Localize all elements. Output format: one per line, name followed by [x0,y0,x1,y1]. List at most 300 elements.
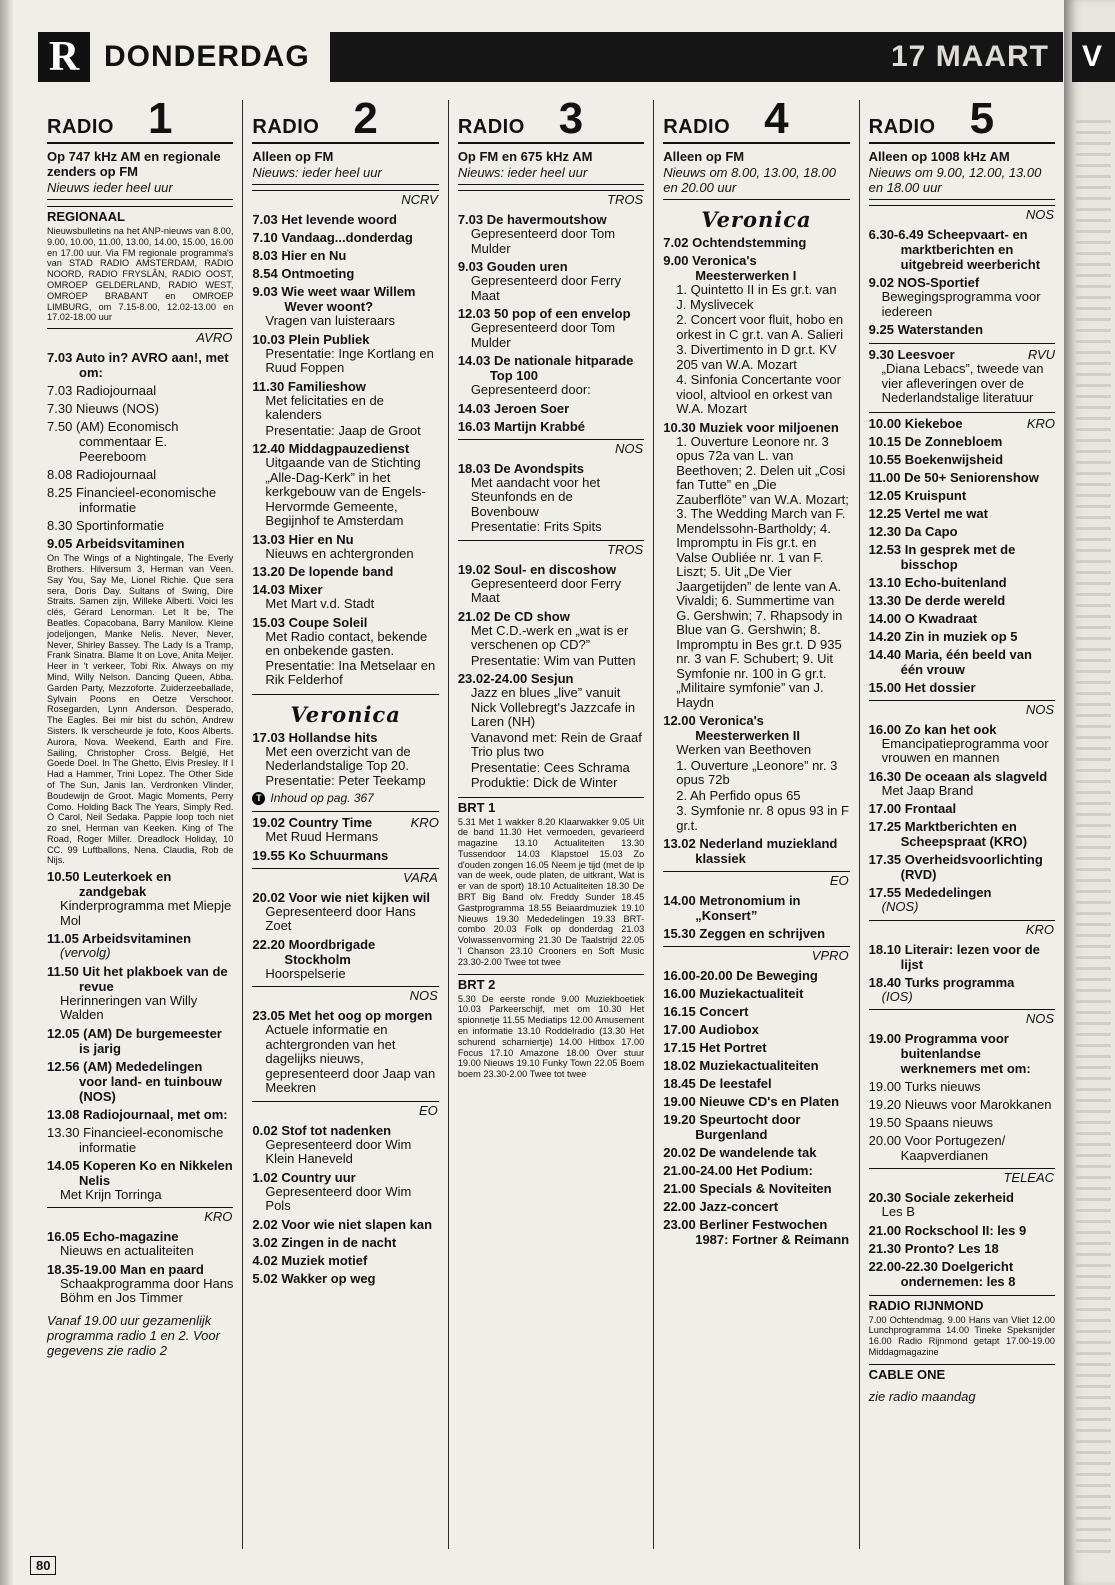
program-title: Nieuws (NOS) [75,401,160,417]
station-number: 2 [353,100,378,143]
program-time: 20.02 [252,889,285,905]
program-time: 8.30 [47,518,73,534]
program-entry [458,212,644,227]
program-time: 8.25 [47,485,73,501]
program-entry [869,434,1055,449]
program-time: 14.00 [663,893,696,908]
program-title: Familieshow [287,378,366,394]
program-entry [252,212,438,227]
program-time: 18.35-19.00 [47,1261,117,1277]
program-entry [252,730,438,745]
program-title: Echo-buitenland [904,574,1007,590]
program-title: Audiobox [698,1022,759,1037]
program-time: 22.20 [252,936,285,952]
program-time: 7.50 [47,419,73,435]
program-description: (vervolg) [60,945,111,961]
program-time: 8.03 [252,248,278,263]
program-time: 23.05 [252,1008,285,1023]
program-entry [47,869,233,899]
program-time: 19.00 [663,1094,696,1109]
program-time: 23.02-24.00 [457,671,528,686]
program-title: Ontmoeting [281,266,355,281]
program-time: 17.25 [868,819,902,834]
program-entry [47,1262,233,1277]
program-time: 2.02 [252,1216,278,1232]
program-title: Met het oog op morgen [288,1008,433,1023]
program-title: Leuterkoek en zandgebak [79,869,172,900]
broadcaster-inline-label: KRO [410,815,439,830]
program-description: Gepresenteerd door Ferry Maat [470,273,622,303]
program-time: 15.03 [252,614,285,630]
program-time: 16.30 [868,768,902,784]
program-entry [869,322,1055,337]
program-time: 11.00 [868,469,901,485]
program-time: 19.20 [868,1097,902,1112]
program-time: 17.55 [868,885,902,900]
program-entry [869,680,1055,695]
program-entry [47,1229,233,1244]
program-title: Programma voor buitenlandse werknemers met om: [900,1031,1031,1076]
program-entry [869,769,1055,784]
program-title: Nieuwe CD's en Platen [699,1094,840,1109]
program-entry [252,441,438,456]
program-title: Kiekeboe [904,415,963,431]
r-logo-letter: R [48,34,80,80]
program-description: Vragen van luisteraars [265,313,395,328]
program-title: Plein Publiek [288,331,370,347]
program-time: 14.20 [868,628,902,644]
program-entry [869,1031,1055,1076]
program-time: 14.05 [47,1157,80,1173]
program-time: 19.50 [868,1115,902,1130]
program-time: 21.00 [663,1181,696,1196]
program-description: 1. Ouverture Leonore nr. 3 opus 72a van L. van Beethoven; 2. Delen uit „Cosi fan Tutte” en „Die Zauberflöte” van W.A. Mozart; 3. The Wedding March van F. Mendelssohn-Bartholdy; 4. Impromptu in Fis gr.t. en Valse Oubliée nr. 1 van F. Liszt; 5. Uit „De Vier Jaargetijden” de lente van A. Vivaldi; 6. Summertime van G. Gershwin; 7. Rhapsody in Blue van G. Gershwin; 8. Impromptu in Bes gr.t. D 935 nr. 3 van F. Schubert; 9. Uit Symfonie nr. 100 in G gr.t. „Militaire symfonie” van J. Haydn [676,433,849,710]
program-title: Maria, één beeld van één vrouw [900,646,1032,677]
program-time: 21.02 [457,608,491,624]
program-entry [252,1123,438,1138]
broadcaster-label: VPRO [663,946,849,965]
program-entry [869,1133,1055,1163]
program-entry [47,1059,233,1104]
program-time: 7.03 [47,383,73,399]
program-time: 10.50 [47,869,80,885]
program-entry [252,582,438,597]
program-entry [869,524,1055,539]
program-title: Veronica's Meesterwerken II [695,713,800,743]
program-title: Specials & Noviteiten [699,1181,832,1196]
news-schedule: Nieuws: ieder heel uur [458,164,644,185]
program-description: Hoorspelserie [265,965,346,981]
program-title: (AM) Mededelingen voor land- en tuinbouw (NOS) [79,1058,222,1104]
program-title: Kruispunt [904,487,967,503]
program-time: 12.25 [868,505,902,521]
program-title: Soul- en discoshow [493,561,617,577]
program-time: 12.56 [47,1058,80,1074]
program-entry [252,266,438,281]
program-entry [869,819,1055,849]
program-title: De nationale hitparade Top 100 [489,353,634,383]
program-title: 50 pop of een envelop [493,306,631,321]
program-title: Financieel-economische informatie [79,1124,224,1155]
broadcaster-label: TROS [458,540,644,559]
program-entry [47,419,233,464]
program-title: Zin in muziek op 5 [904,628,1018,644]
program-time: 3.02 [252,1234,278,1250]
program-entry [663,968,849,983]
station-row [252,100,438,144]
program-description: Nieuws en achtergronden [265,545,414,561]
t-circle-icon: T [252,792,265,805]
frequency-info: Op 747 kHz AM en regionale zenders op FM [47,149,221,179]
program-time: 10.15 [868,433,902,449]
program-description: Gepresenteerd door Wim Pols [265,1183,412,1213]
program-title: De lopende band [288,564,394,579]
program-title: Doelgericht ondernemen: les 8 [900,1258,1016,1289]
program-time: 22.00 [663,1199,696,1214]
program-description: 1. Quintetto II in Es gr.t. van J. Myslivecek [676,282,837,312]
program-entry [252,332,438,347]
station-name: RADIO [868,116,936,138]
program-description: Gepresenteerd door Hans Zoet [265,903,416,933]
veronica-logo: Veronica [290,701,401,727]
program-time: 7.30 [47,401,73,417]
program-description: (NOS) [881,899,919,914]
program-entry [252,532,438,547]
broadcaster-label: TROS [458,190,644,209]
program-time: 18.02 [663,1058,696,1073]
program-entry [869,942,1055,972]
frequency-info: Alleen op FM [663,149,745,164]
program-time: 20.00 [868,1133,902,1148]
program-title: Jazz-concert [699,1199,779,1214]
program-description: Actuele informatie en achtergronden van het dagelijks nieuws, gepresenteerd door Jaap van Meekren [265,1022,436,1095]
program-time: 12.05 [47,1025,80,1041]
program-time: 12.53 [868,541,902,557]
frequency-info: Alleen op 1008 kHz AM [868,149,1010,164]
program-entry [869,1190,1055,1205]
program-entry [869,1097,1055,1112]
program-time: 23.00 [663,1217,696,1232]
program-title: De havermoutshow [486,212,607,227]
program-entry [252,1008,438,1023]
program-title: Radiojournaal [75,383,157,399]
fine-print: 7.00 Ochtendmag. 9.00 Hans van Vliet 12.00 Lunchprogramma 14.00 Tineke Speksnijder 16.00 Radio Rijnmond getapt 17.00-19.00 Middagmagazine [868,1314,1056,1357]
program-time: 7.03 [47,350,73,366]
program-time: 19.20 [663,1112,696,1127]
broadcaster-label: EO [663,871,849,890]
program-time: 10.03 [252,331,285,347]
program-title: De Zonnebloem [904,433,1003,449]
program-title: O Kwadraat [904,610,978,626]
program-entry [869,975,1055,990]
day-title: DONDERDAG [104,40,310,73]
program-description: 2. Ah Perfido opus 65 [676,787,801,803]
program-description: Emancipatieprogramma voor vrouwen en mannen [881,735,1049,765]
program-title: Nederland muziekland klassiek [695,836,838,866]
station-number: 4 [764,100,789,143]
adjacent-header-letter: V [1082,40,1103,73]
program-title: Coupe Soleil [288,614,368,630]
program-title: Ko Schuurmans [288,847,389,863]
program-entry [252,1253,438,1268]
program-title: Spaans nieuws [904,1115,993,1130]
program-entry [47,536,233,551]
program-entry [663,1004,849,1019]
program-time: 15.00 [868,679,902,695]
program-entry [47,1026,233,1056]
program-title: Koperen Ko en Nikkelen Nelis [79,1157,233,1188]
program-entry [663,1217,849,1247]
program-title: Sesjun [530,671,574,686]
program-entry [869,1259,1055,1289]
program-description: Les B [881,1204,915,1219]
broadcaster-inline-label: KRO [1026,415,1056,431]
program-entry [47,383,233,398]
program-title: Nieuws voor Marokkanen [904,1097,1052,1112]
program-title: Hier en Nu [288,531,354,547]
program-time: 8.08 [47,467,73,483]
program-description: Jazz en blues „live” vanuit Nick Vollebregt's Jazzcafe in Laren (NH) [470,685,636,729]
program-entry [663,893,849,923]
program-title: Jeroen Soer [493,400,570,416]
program-entry [47,1107,233,1122]
column-header [47,100,233,200]
program-title: Arbeidsvitaminen [81,931,192,947]
program-entry [869,611,1055,626]
program-title: (AM) Economisch commentaar E. Peereboom [75,419,179,465]
program-time: 12.40 [252,441,285,456]
station-name: RADIO [663,116,731,138]
program-time: 17.15 [663,1040,696,1055]
program-time: 4.02 [252,1252,278,1268]
program-description: Vanavond met: Rein de Graaf Trio plus two [470,729,642,759]
column-header [663,100,849,200]
broadcaster-label: NOS [252,986,438,1005]
program-time: 17.03 [252,729,285,745]
program-description: 3. Symfonie nr. 8 opus 93 in F gr.t. [676,803,849,833]
program-entry [663,713,849,743]
program-time: 11.05 [47,931,79,947]
program-title: Sportinformatie [75,518,165,534]
program-entry [252,937,438,967]
program-title: Muziek voor miljoenen [699,419,839,435]
program-title: Ochtendstemming [692,235,807,250]
program-entry [252,615,438,630]
program-time: 12.00 [663,713,696,728]
program-time: 7.10 [252,230,278,245]
program-entry [869,593,1055,608]
program-entry [252,1170,438,1185]
program-title: In gesprek met de bisschop [900,541,1016,572]
program-title: Stof tot nadenken [281,1122,392,1138]
program-entry [47,467,233,482]
program-title: Frontaal [904,801,957,816]
program-description: (IOS) [881,988,913,1004]
program-time: 9.03 [457,259,484,274]
program-time: 17.00 [663,1022,696,1037]
adjacent-page-strip [1064,0,1115,1585]
program-entry [869,470,1055,485]
program-description: Gepresenteerd door Tom Mulder [470,226,616,256]
program-time: 14.03 [457,353,491,368]
program-entry [663,1145,849,1160]
program-time: 16.03 [457,418,491,434]
section-divider [252,811,438,812]
program-title: Overheidsvoorlichting (RVD) [900,852,1043,882]
program-time: 13.03 [252,531,285,547]
station-name: RADIO [47,116,114,138]
station-number: 1 [147,100,173,143]
program-description: Produktie: Dick de Winter [470,775,618,790]
program-entry [252,564,438,579]
program-time: 5.02 [252,1270,278,1286]
program-entry [458,401,644,416]
section-divider [869,343,1055,344]
program-entry [252,890,438,905]
program-entry [869,1115,1055,1130]
program-description: Gepresenteerd door Tom Mulder [470,320,616,350]
program-title: Turks nieuws [904,1079,981,1094]
column-header [869,100,1055,200]
program-description: Gepresenteerd door Ferry Maat [470,575,622,605]
program-entry [869,852,1055,882]
program-title: De oceaan als slagveld [904,768,1048,784]
program-entry [252,230,438,245]
program-description: Met Jaap Brand [881,782,974,798]
broadcaster-label: EO [252,1101,438,1120]
program-time: 7.03 [457,212,484,227]
program-entry [47,485,233,515]
program-entry [663,1181,849,1196]
station-name: RADIO [252,116,320,138]
program-time: 21.00-24.00 [663,1163,733,1178]
station-row [458,100,644,144]
program-title: Voor Portugezen/ Kaapverdianen [900,1133,1006,1163]
date-bar [330,32,1063,82]
program-description: Met C.D.-werk en „wat is er verschenen op CD?” [470,622,629,652]
program-description: Presentatie: Jaap de Groot [265,422,421,438]
program-entry [47,350,233,380]
section-subhead: CABLE ONE [869,1364,1055,1382]
program-time: 9.00 [663,253,689,268]
adjacent-page-text [1076,120,1111,1561]
program-time: 15.30 [663,926,696,941]
program-entry [663,1199,849,1214]
program-time: 0.02 [252,1122,278,1138]
program-title: Het levende woord [281,212,397,227]
program-title: Pronto? Les 18 [904,1240,999,1256]
program-title: Muziekactualiteit [699,986,804,1001]
program-time: 14.03 [252,582,285,597]
program-entry [869,1079,1055,1094]
program-title: Turks programma [904,974,1015,990]
program-description: Presentatie: Inge Kortlang en Ruud Foppen [265,345,434,375]
program-time: 9.25 [868,322,894,337]
program-description: Met aandacht voor het Steunfonds en de Bovenbouw [470,474,601,519]
program-entry [458,353,644,383]
program-entry [869,347,1055,362]
program-title: Literair: lezen voor de lijst [900,941,1040,972]
program-time: 20.30 [868,1190,902,1205]
program-title: Zingen in de nacht [281,1234,397,1250]
program-entry [663,235,849,250]
program-description: „Diana Lebacs”, tweede van vier afleveringen over de Nederlandstalige literatuur [881,361,1044,405]
program-entry [252,284,438,314]
station-row [47,100,233,144]
program-entry [458,671,644,686]
program-title: Rockschool II: les 9 [904,1222,1027,1238]
program-time: 18.45 [663,1076,696,1091]
program-title: Mededelingen [904,885,992,900]
program-title: Auto in? AVRO aan!, met om: [75,350,229,381]
program-entry [47,964,233,994]
program-time: 16.05 [47,1229,80,1245]
program-title: Berliner Festwochen 1987: Fortner & Reimann [695,1217,850,1247]
program-description: Werken van Beethoven [676,742,812,757]
frequency-info: Op FM en 675 kHz AM [457,149,593,164]
program-time: 10.00 [868,415,902,431]
program-title: NOS-Sportief [897,275,980,290]
program-description: Uitgaande van de Stichting „Alle-Dag-Kerk” in het kerkgebouw van de Engels-Hervormde Gemeente, Begijnhof te Amsterdam [265,455,426,528]
program-entry [663,1112,849,1142]
program-title: Voor wie niet slapen kan [281,1216,433,1232]
broadcaster-label: KRO [47,1207,233,1226]
broadcaster-label: AVRO [47,328,233,347]
program-title: Mixer [288,582,323,597]
station-row [663,100,849,144]
program-entry [47,401,233,416]
program-title: Speurtocht door Burgenland [695,1112,801,1142]
program-entry [869,275,1055,290]
program-entry [869,542,1055,572]
program-entry [47,1158,233,1188]
program-title: Arbeidsvitaminen [75,536,185,552]
program-entry [663,1094,849,1109]
program-description: Presentatie: Frits Spits [470,519,602,534]
program-entry [458,419,644,434]
date-label: 17 MAART [890,40,1049,73]
station-name: RADIO [457,116,525,138]
program-time: 6.30-6.49 [868,227,924,242]
program-title: Sociale zekerheid [904,1190,1014,1205]
section-subhead: REGIONAAL [47,206,233,224]
program-title: Echo-magazine [83,1229,179,1245]
program-title: Man en paard [120,1261,204,1277]
program-entry [252,1235,438,1250]
program-title: Boekenwijsheid [904,451,1004,467]
broadcaster-label: NOS [869,1009,1055,1028]
program-title: (AM) De burgemeester is jarig [79,1025,222,1056]
section-divider [252,694,438,695]
program-entry [663,253,849,283]
program-time: 16.15 [663,1004,696,1019]
program-title: De wandelende tak [699,1145,817,1160]
broadcaster-label: NOS [458,439,644,458]
program-title: De leestafel [699,1076,772,1091]
program-time: 9.02 [868,275,894,290]
program-time: 16.00-20.00 [663,968,733,983]
program-title: Wie weet waar Willem Wever woont? [281,284,416,314]
station-number: 3 [558,100,584,143]
program-description: 1. Ouverture „Leonore” nr. 3 opus 72b [676,757,838,787]
section-divider [869,412,1055,413]
program-title: Middagpauzedienst [288,441,410,456]
program-time: 13.20 [252,564,285,579]
program-title: Zeggen en schrijven [699,926,826,941]
radio-column-2 [242,100,447,1549]
program-time: 16.00 [663,986,696,1001]
program-entry [47,1125,233,1155]
